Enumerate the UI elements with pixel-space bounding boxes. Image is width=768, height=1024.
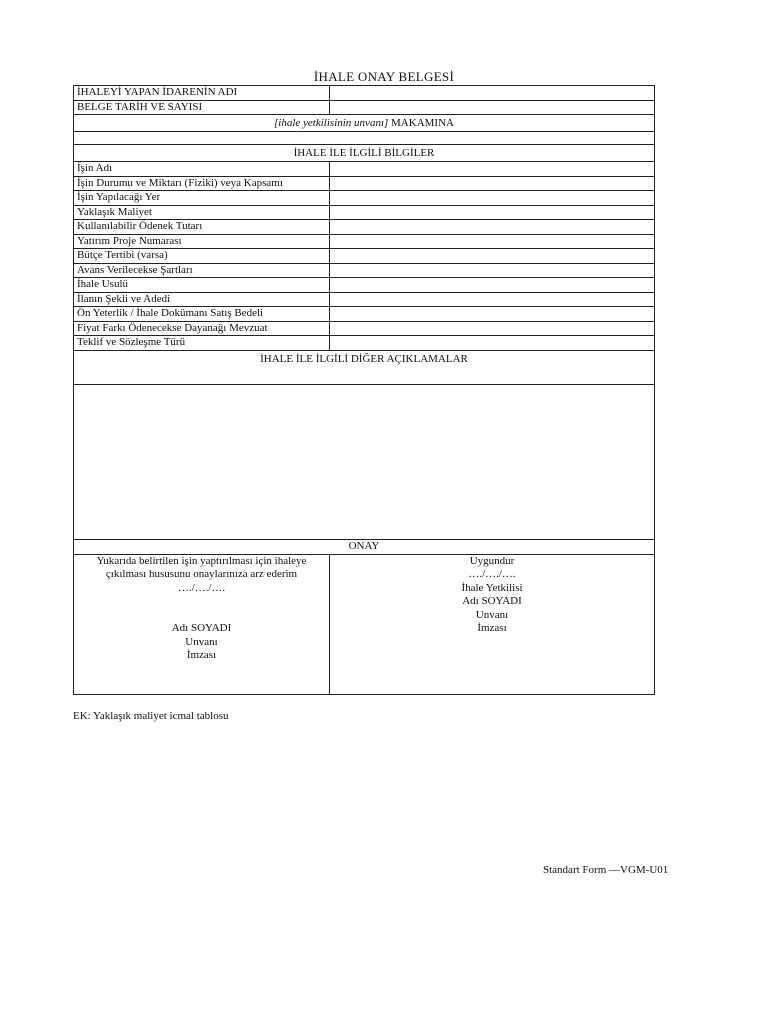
table-row xyxy=(74,292,655,307)
field-label: Yaklaşık Maliyet xyxy=(74,205,330,220)
request-date: …./…./…. xyxy=(177,581,226,594)
table-row xyxy=(74,234,655,249)
requester-title: Unvanı xyxy=(185,635,218,648)
requester-signature-block xyxy=(74,554,330,694)
table-row xyxy=(74,86,655,101)
field-label: Yatırım Proje Numarası xyxy=(74,234,330,249)
field-value[interactable] xyxy=(330,249,655,264)
field-label: İşin Yapılacağı Yer xyxy=(74,191,330,206)
field-label: Bütçe Tertibi (varsa) xyxy=(74,249,330,264)
field-label: Avans Verilecekse Şartları xyxy=(74,263,330,278)
approver-title: Unvanı xyxy=(475,608,509,621)
field-value[interactable] xyxy=(330,162,655,177)
field-value[interactable] xyxy=(330,86,655,101)
field-value[interactable] xyxy=(330,191,655,206)
table-row xyxy=(74,205,655,220)
description-row xyxy=(74,384,655,539)
table-row xyxy=(74,100,655,115)
table-row xyxy=(74,321,655,336)
field-label: Ön Yeterlik / İhale Dokümanı Satış Bedeli xyxy=(74,307,330,322)
empty-cell xyxy=(74,132,655,145)
field-value[interactable] xyxy=(330,292,655,307)
table-row xyxy=(74,263,655,278)
field-label: Fiyat Farkı Ödenecekse Dayanağı Mevzuat xyxy=(74,321,330,336)
table-row xyxy=(74,249,655,264)
section-header-row xyxy=(74,539,655,554)
table-row xyxy=(74,220,655,235)
approval-date: …./…./…. xyxy=(468,568,516,580)
request-text: Yukarıda belirtilen işin yaptırılması için ihaleye çıkılması hususunu onaylarınıza arz ederim xyxy=(96,554,307,580)
table-row xyxy=(74,307,655,322)
signature-row xyxy=(74,554,655,694)
table-row xyxy=(74,162,655,177)
addressee-row xyxy=(74,115,655,132)
approval-text: Uygundur xyxy=(469,554,515,567)
field-label: BELGE TARİH VE SAYISI xyxy=(74,100,330,115)
requester-signature: İmzası xyxy=(186,649,217,661)
field-value[interactable] xyxy=(330,220,655,235)
approver-signature-block xyxy=(330,554,655,694)
addressee-text: MAKAMINA xyxy=(388,117,454,129)
attachment-note: EK: Yaklaşık maliyet icmal tablosu xyxy=(73,710,229,722)
section-desc-header: İHALE İLE İLGİLİ DİĞER AÇIKLAMALAR xyxy=(74,350,655,384)
document-title: İHALE ONAY BELGESİ xyxy=(313,69,455,84)
field-value[interactable] xyxy=(330,100,655,115)
table-row xyxy=(74,278,655,293)
table-row xyxy=(74,191,655,206)
approval-form-table xyxy=(73,85,655,695)
approver-signature: İmzası xyxy=(477,622,507,634)
addressee xyxy=(74,115,655,132)
field-label: Kullanılabilir Ödenek Tutarı xyxy=(74,220,330,235)
field-value[interactable] xyxy=(330,278,655,293)
field-value[interactable] xyxy=(330,321,655,336)
field-value[interactable] xyxy=(330,336,655,351)
requester-name: Adı SOYADI xyxy=(171,622,232,634)
approver-role: İhale Yetkilisi xyxy=(461,581,523,594)
section-onay-header: ONAY xyxy=(74,539,655,554)
addressee-italic: [ihale yetkilisinin unvanı] xyxy=(274,117,389,129)
section-header-row xyxy=(74,145,655,162)
form-code: Standart Form —VGM-U01 xyxy=(543,864,669,876)
field-label: İlanın Şekli ve Adedi xyxy=(74,292,330,307)
empty-row xyxy=(74,132,655,145)
field-value[interactable] xyxy=(330,307,655,322)
section-header-row xyxy=(74,350,655,384)
field-value[interactable] xyxy=(330,176,655,191)
field-label: İşin Adı xyxy=(74,162,330,177)
section-info-header: İHALE İLE İLGİLİ BİLGİLER xyxy=(74,145,655,162)
table-row xyxy=(74,176,655,191)
description-area[interactable] xyxy=(74,384,655,539)
field-label: İhale Usulü xyxy=(74,278,330,293)
field-label: Teklif ve Sözleşme Türü xyxy=(74,336,330,351)
field-value[interactable] xyxy=(330,205,655,220)
table-row xyxy=(74,336,655,351)
field-value[interactable] xyxy=(330,263,655,278)
field-value[interactable] xyxy=(330,234,655,249)
field-label: İHALEYİ YAPAN İDARENİN ADI xyxy=(74,86,330,101)
field-label: İşin Durumu ve Miktarı (Fiziki) veya Kapsamı xyxy=(74,176,330,191)
approver-name: Adı SOYADI xyxy=(462,595,522,607)
